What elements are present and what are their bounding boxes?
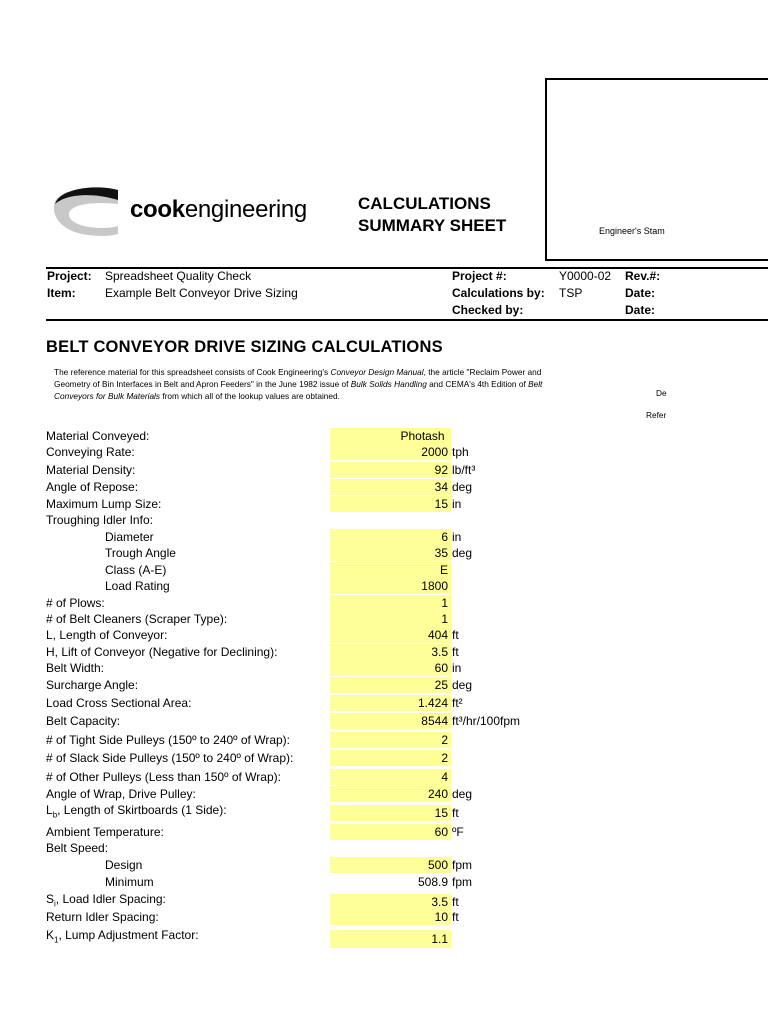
- row-label: Material Conveyed:: [46, 429, 150, 443]
- checked-by-label: Checked by:: [452, 303, 524, 317]
- row-label: $S_i$, Load Idler Spacing:: [46, 892, 166, 909]
- row-unit: ft³/hr/100fpm: [452, 714, 521, 728]
- row-label: Diameter: [105, 530, 154, 544]
- row-unit: in: [452, 497, 462, 511]
- row-value-cell[interactable]: Photash: [330, 428, 451, 444]
- row-label: Conveying Rate:: [46, 445, 135, 459]
- row-unit: deg: [452, 678, 473, 692]
- section-title: BELT CONVEYOR DRIVE SIZING CALCULATIONS: [46, 338, 443, 356]
- row-unit: deg: [452, 546, 473, 560]
- row-value-cell[interactable]: E: [330, 562, 451, 578]
- row-value-cell[interactable]: 15: [330, 496, 451, 512]
- row-unit: in: [452, 661, 462, 675]
- project-value: Spreadsheet Quality Check: [105, 269, 252, 283]
- row-value-cell: 508.9: [417, 875, 448, 889]
- row-label: Angle of Repose:: [46, 480, 139, 494]
- revision-label: Rev.#:: [625, 269, 661, 283]
- row-value-cell[interactable]: 35: [330, 545, 451, 561]
- row-unit: tph: [452, 445, 469, 459]
- row-value-cell[interactable]: 240: [330, 786, 451, 802]
- row-label: # of Tight Side Pulleys (150º to 240º of Wrap):: [46, 733, 291, 747]
- row-unit: ft: [452, 645, 459, 659]
- row-unit: fpm: [452, 858, 473, 872]
- row-value-cell: 8544: [330, 713, 451, 729]
- calculations-by-value: TSP: [559, 286, 583, 300]
- row-label: $K_1$, Lump Adjustment Factor:: [46, 928, 199, 945]
- row-label: Material Density:: [46, 463, 136, 477]
- date-label-checked: Date:: [625, 303, 656, 317]
- row-unit: ºF: [452, 825, 464, 839]
- row-value-cell[interactable]: 34: [330, 479, 451, 495]
- row-unit: ft: [452, 895, 459, 909]
- row-value-cell[interactable]: 1: [330, 595, 451, 611]
- row-label: # of Slack Side Pulleys (150º to 240º of Wrap):: [46, 751, 294, 765]
- row-unit: in: [452, 530, 462, 544]
- row-value-cell[interactable]: 2000: [330, 444, 451, 460]
- row-label: # of Plows:: [46, 596, 105, 610]
- row-value-cell[interactable]: 25: [330, 677, 451, 693]
- row-value-cell: 1.424: [330, 695, 451, 711]
- row-value-cell[interactable]: 3.5: [330, 894, 451, 910]
- reference-note: The reference material for this spreadsheet consists of Cook Engineering's Conveyor Design Manual, the article "Reclaim Power and Geometry of Bin Interfaces in Belt and Apron Feeders" in the June 1982 issue of Bulk Solids Handling and CEMA's 4th Edition of Belt Conveyors for Bulk Materials from which all of the lookup values are obtained.: [54, 367, 543, 401]
- row-unit: lb/ft³: [452, 463, 476, 477]
- row-value-cell[interactable]: 10: [330, 909, 451, 925]
- row-unit: deg: [452, 787, 473, 801]
- row-label: Belt Speed:: [46, 841, 109, 855]
- row-value-cell[interactable]: 1.1: [330, 930, 451, 948]
- side-note-2: Refer: [646, 410, 667, 420]
- row-label: # of Belt Cleaners (Scraper Type):: [46, 612, 228, 626]
- row-value-cell[interactable]: 404: [330, 627, 451, 643]
- cook-engineering-logo: [52, 186, 324, 242]
- row-label: Maximum Lump Size:: [46, 497, 162, 511]
- header-bottom-rule: [46, 319, 768, 321]
- project-number-value: Y0000-02: [559, 269, 612, 283]
- row-label: Return Idler Spacing:: [46, 910, 159, 924]
- row-label: Belt Width:: [46, 661, 105, 675]
- row-unit: fpm: [452, 875, 473, 889]
- row-label: Load Rating: [105, 579, 170, 593]
- row-label: Trough Angle: [105, 546, 176, 560]
- row-label: # of Other Pulleys (Less than 150º of Wrap):: [46, 770, 281, 784]
- row-unit: deg: [452, 480, 473, 494]
- sheet-title-line2: SUMMARY SHEET: [358, 216, 507, 235]
- logo-wordmark: cookengineering: [130, 196, 307, 223]
- row-value-cell[interactable]: 4: [330, 769, 451, 785]
- row-value-cell[interactable]: 2: [330, 750, 451, 766]
- row-label: Troughing Idler Info:: [46, 513, 153, 527]
- engineer-stamp-label: Engineer's Stam: [599, 226, 665, 236]
- row-value-cell[interactable]: 15: [330, 805, 451, 821]
- row-value-cell[interactable]: 3.5: [330, 644, 451, 660]
- side-note-1: De: [656, 388, 667, 398]
- row-label: Angle of Wrap, Drive Pulley:: [46, 787, 196, 801]
- row-value-cell[interactable]: 2: [330, 732, 451, 748]
- row-value-cell[interactable]: 92: [330, 462, 451, 478]
- project-number-label: Project #:: [452, 269, 507, 283]
- row-value-cell[interactable]: 1: [330, 611, 451, 627]
- row-label: Ambient Temperature:: [46, 825, 164, 839]
- sheet-title-line1: CALCULATIONS: [358, 194, 491, 213]
- row-value-cell[interactable]: 6: [330, 529, 451, 545]
- row-label: Belt Capacity:: [46, 714, 121, 728]
- row-label: Load Cross Sectional Area:: [46, 696, 192, 710]
- row-value-cell[interactable]: 500: [330, 857, 451, 873]
- date-label-calculations: Date:: [625, 286, 656, 300]
- row-label: L, Length of Conveyor:: [46, 628, 168, 642]
- row-label: Class (A-E): [105, 563, 167, 577]
- row-unit: ft²: [452, 696, 463, 710]
- row-unit: ft: [452, 910, 459, 924]
- calculations-by-label: Calculations by:: [452, 286, 545, 300]
- row-label: Design: [105, 858, 143, 872]
- row-unit: ft: [452, 806, 459, 820]
- item-value: Example Belt Conveyor Drive Sizing: [105, 286, 298, 300]
- item-label: Item:: [47, 286, 76, 300]
- row-label: $L_b$, Length of Skirtboards (1 Side):: [46, 803, 227, 820]
- row-value-cell[interactable]: 60: [330, 824, 451, 840]
- logo-swoosh-icon: [52, 186, 120, 240]
- row-value-cell[interactable]: 60: [330, 660, 451, 676]
- row-label: Minimum: [105, 875, 154, 889]
- row-label: Surcharge Angle:: [46, 678, 139, 692]
- project-label: Project:: [47, 269, 92, 283]
- row-value-cell[interactable]: 1800: [330, 578, 451, 594]
- row-unit: ft: [452, 628, 459, 642]
- row-label: H, Lift of Conveyor (Negative for Declining):: [46, 645, 278, 659]
